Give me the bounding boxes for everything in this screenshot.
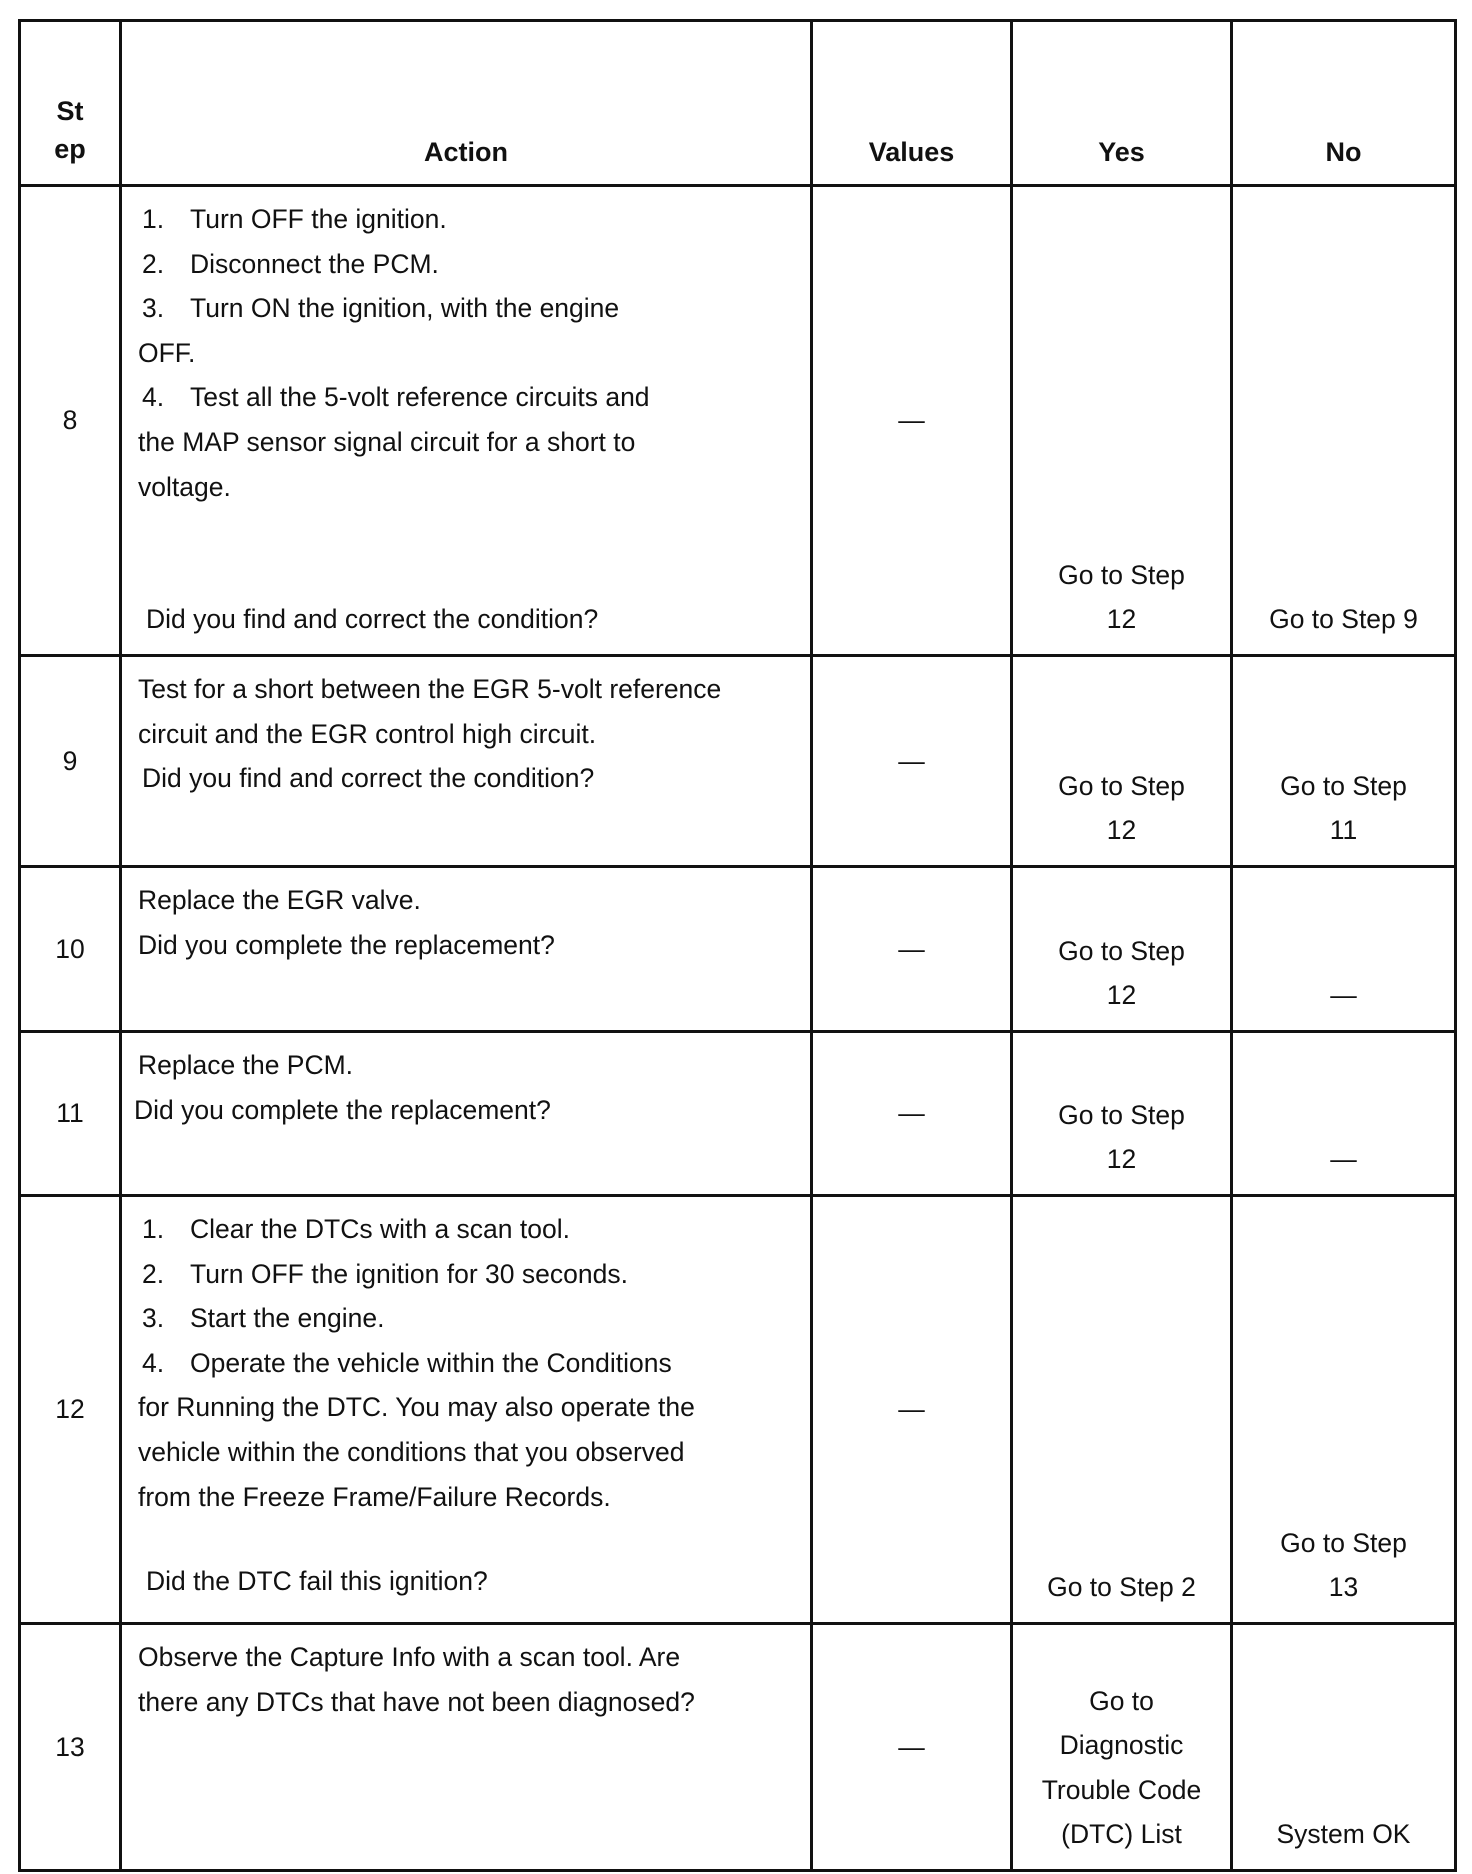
step-number: 8 — [20, 186, 121, 656]
action-text: circuit and the EGR control high circuit. — [138, 718, 597, 749]
no-cell — [1232, 656, 1456, 867]
item-text: Clear the DTCs with a scan tool. — [190, 1214, 570, 1244]
no-cell: Go to Step 9 — [1232, 186, 1456, 656]
yes-text: Go to Step 12 — [1058, 1099, 1185, 1175]
item-text: Turn OFF the ignition. — [190, 204, 447, 234]
action-cell — [121, 1032, 812, 1196]
yes-cell — [1012, 1624, 1232, 1871]
item-text: Operate the vehicle within the Conditions — [190, 1347, 672, 1378]
values-cell: — — [812, 1196, 1012, 1624]
item-continuation: voltage. — [138, 471, 231, 502]
no-text: Go to Step 13 — [1280, 1527, 1407, 1603]
question-text: Did you complete the replacement? — [138, 929, 555, 960]
table-row — [20, 867, 1456, 1032]
action-cell — [121, 1196, 812, 1624]
diagnostic-table — [18, 19, 1457, 1872]
yes-cell — [1012, 186, 1232, 656]
header-step — [20, 21, 121, 186]
values-cell: — — [812, 186, 1012, 656]
no-cell: System OK — [1232, 1624, 1456, 1871]
yes-text: Go to Diagnostic Trouble Code (DTC) List — [1041, 1685, 1202, 1850]
table-row — [20, 186, 1456, 656]
item-continuation: from the Freeze Frame/Failure Records. — [138, 1481, 611, 1512]
table-row — [20, 1196, 1456, 1624]
item-continuation: vehicle within the conditions that you observed — [138, 1436, 685, 1467]
item-number: 4. — [142, 1347, 165, 1378]
action-cell — [121, 656, 812, 867]
item-number: 1. — [142, 204, 165, 234]
item-text: Turn OFF the ignition for 30 seconds. — [190, 1258, 628, 1289]
item-number: 3. — [142, 1303, 165, 1334]
values-cell: — — [812, 867, 1012, 1032]
header-action: Action — [121, 21, 812, 186]
values-cell: — — [812, 1624, 1012, 1871]
action-text: Observe the Capture Info with a scan tool. Are — [138, 1642, 681, 1672]
question-text: Did you complete the replacement? — [134, 1094, 551, 1125]
question-text: Did the DTC fail this ignition? — [146, 1566, 488, 1597]
yes-cell — [1012, 656, 1232, 867]
action-text: there any DTCs that have not been diagnosed? — [138, 1686, 695, 1717]
table-row — [20, 656, 1456, 867]
item-number: 4. — [142, 382, 165, 413]
no-text: Go to Step 11 — [1280, 770, 1407, 846]
yes-cell — [1012, 1032, 1232, 1196]
step-number: 13 — [20, 1624, 121, 1871]
item-continuation: the MAP sensor signal circuit for a short to — [138, 426, 636, 457]
header-yes: Yes — [1012, 21, 1232, 186]
action-text: Replace the PCM. — [138, 1050, 354, 1080]
item-text: Turn ON the ignition, with the engine — [190, 293, 620, 324]
values-cell: — — [812, 1032, 1012, 1196]
step-number: 12 — [20, 1196, 121, 1624]
question-text: Did you find and correct the condition? — [142, 763, 595, 794]
item-number: 3. — [142, 293, 165, 324]
action-cell — [121, 867, 812, 1032]
action-cell — [121, 186, 812, 656]
no-cell — [1232, 1196, 1456, 1624]
action-text: Replace the EGR valve. — [138, 885, 421, 915]
item-text: Test all the 5-volt reference circuits and — [190, 382, 650, 413]
yes-cell: Go to Step 2 — [1012, 1196, 1232, 1624]
header-values: Values — [812, 21, 1012, 186]
values-cell: — — [812, 656, 1012, 867]
item-number: 1. — [142, 1214, 165, 1244]
table-row — [20, 1032, 1456, 1196]
header-step-line2: ep — [54, 134, 86, 164]
item-continuation: for Running the DTC. You may also operate the — [138, 1392, 695, 1423]
header-step-line1: St — [56, 96, 84, 126]
no-cell: — — [1232, 1032, 1456, 1196]
item-number: 2. — [142, 248, 165, 279]
item-text: Start the engine. — [190, 1303, 385, 1334]
yes-cell — [1012, 867, 1232, 1032]
table-row — [20, 1624, 1456, 1871]
yes-text: Go to Step 12 — [1058, 935, 1185, 1011]
step-number: 11 — [20, 1032, 121, 1196]
header-no: No — [1232, 21, 1456, 186]
no-cell: — — [1232, 867, 1456, 1032]
item-text: Disconnect the PCM. — [190, 248, 439, 279]
step-number: 10 — [20, 867, 121, 1032]
yes-text: Go to Step 12 — [1058, 559, 1185, 635]
item-continuation: OFF. — [138, 337, 196, 368]
item-number: 2. — [142, 1258, 165, 1289]
action-cell — [121, 1624, 812, 1871]
step-number: 9 — [20, 656, 121, 867]
action-text: Test for a short between the EGR 5-volt reference — [138, 674, 722, 704]
question-text: Did you find and correct the condition? — [146, 603, 599, 634]
yes-text: Go to Step 12 — [1058, 770, 1185, 846]
header-row — [20, 21, 1456, 186]
